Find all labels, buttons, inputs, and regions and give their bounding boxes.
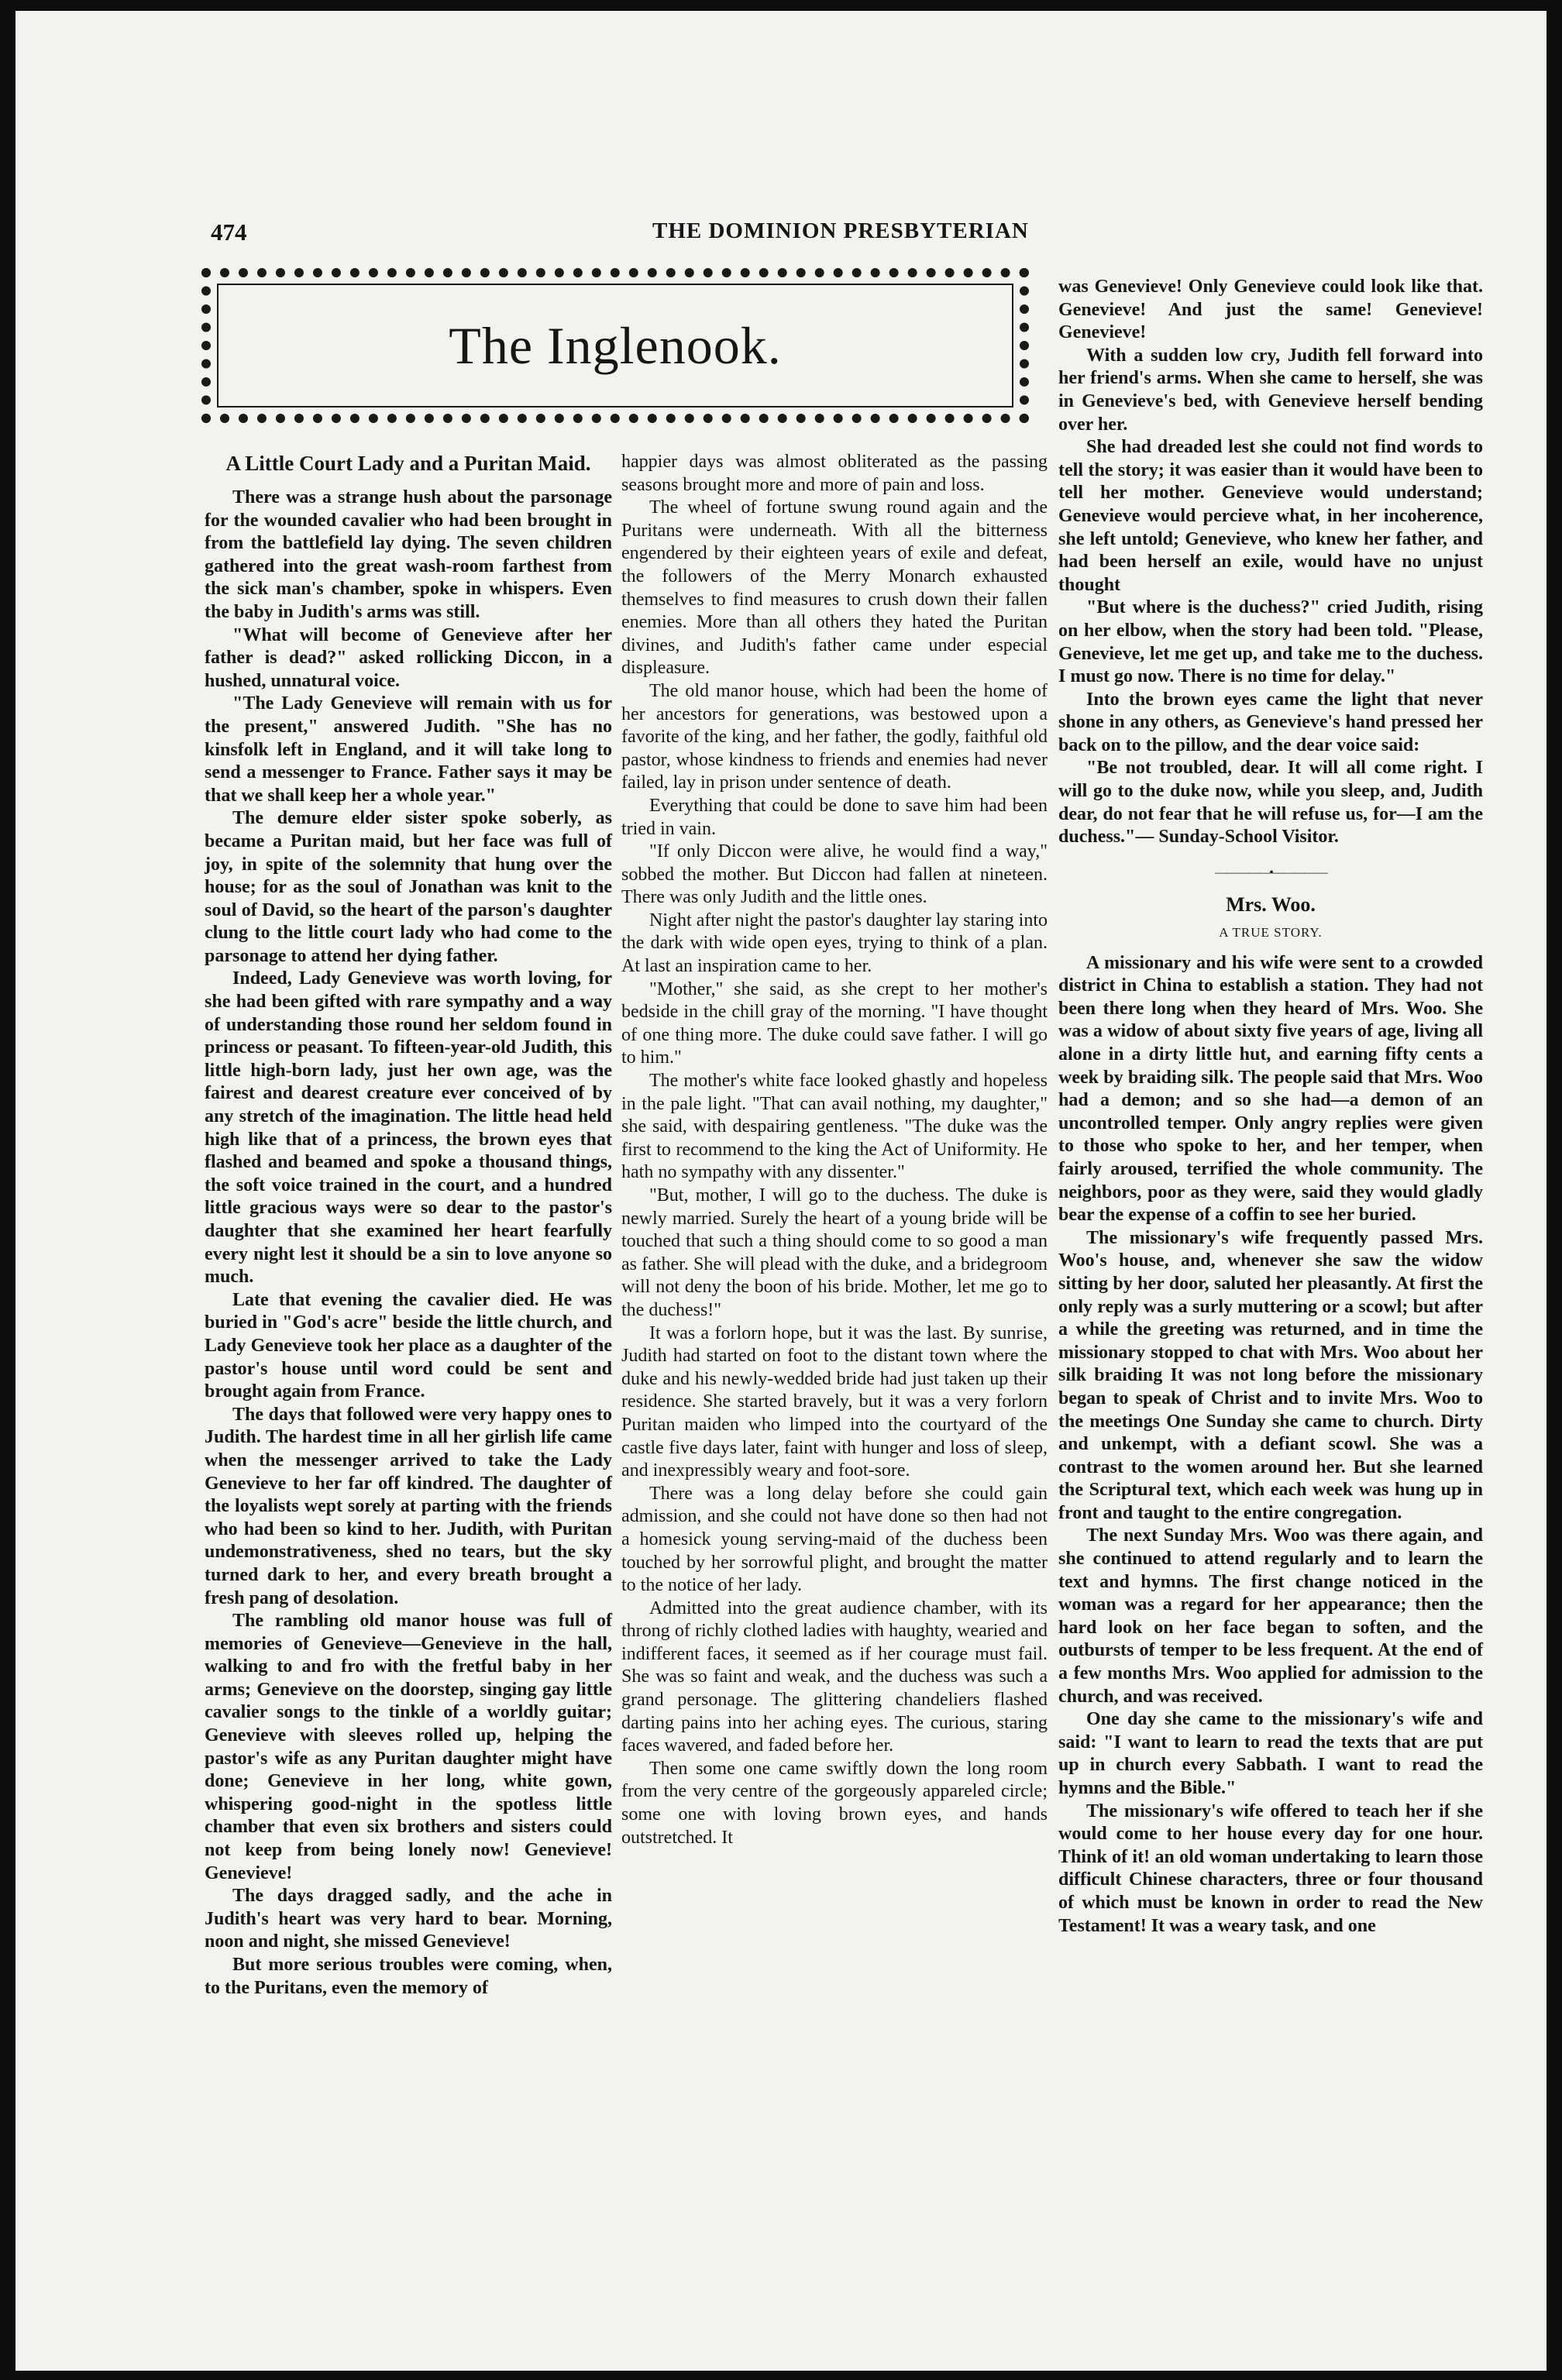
paragraph: It was a forlorn hope, but it was the last. By sunrise, Judith had started on foot to the distant town where the duke and his newly-wedded bride had just taken up their residence. She started bravely, but it was a very forlorn Puritan maiden who limped into the courtyard of the castle five days later, faint with hunger and loss of sleep, and inexpressibly weary and foot-sore. — [621, 1322, 1048, 1481]
paragraph: Late that evening the cavalier died. He was buried in "God's acre" beside the little church, and Lady Genevieve took her place as a daughter of the pastor's house until word could be sent and brought again from France. — [205, 1289, 612, 1402]
paragraph: "What will become of Genevieve after her father is dead?" asked rollicking Diccon, in a hushed, unnatural voice. — [205, 624, 612, 691]
paragraph: There was a strange hush about the parsonage for the wounded cavalier who had been brought in from the battlefield lay dying. The seven children gathered into the great wash-room farthest from the sick man's chamber, spoke in whispers. Even the baby in Judith's arms was still. — [205, 487, 612, 622]
paragraph: Admitted into the great audience chamber, with its throng of richly clothed ladies with haughty, wearied and indifferent faces, it seemed as if her courage must fail. She was so faint and weak, and the duchess was such a grand personage. The glittering chandeliers flashed darting pains into her aching eyes. The curious, staring faces wavered, and faded before her. — [621, 1598, 1048, 1756]
paragraph: "But, mother, I will go to the duchess. The duke is newly married. Surely the heart of a young bride will be touched that such a thing should come to so good a man as father. She will plead with the duke, and a bridegroom will not deny the boon of his bride. Mother, let me go to the duchess!" — [621, 1185, 1048, 1320]
paragraph: One day she came to the missionary's wife and said: "I want to learn to read the texts that are put up in church every Sabbath. I want to read the hymns and the Bible." — [1058, 1709, 1483, 1798]
paragraph: Then some one came swiftly down the long room from the very centre of the gorgeously appareled circle; some one with loving brown eyes, and hands outstretched. It — [621, 1758, 1048, 1848]
paragraph: Night after night the pastor's daughter lay staring into the dark with wide open eyes, trying to think of a plan. At last an inspiration came to her. — [621, 910, 1048, 977]
story-title: A Little Court Lady and a Puritan Maid. — [225, 452, 591, 475]
paragraph: "Be not troubled, dear. It will all come right. I will go to the duke now, while you sleep, and, Judith dear, do not fear that he will refuse us, for—I am the duchess."— Sunday-School Visitor. — [1058, 758, 1483, 848]
column-1-body — [205, 487, 612, 2000]
column-3 — [1058, 276, 1483, 1938]
paragraph: The missionary's wife offered to teach her if she would come to her house every day for one hour. Think of it! an old woman undertaking to learn those difficult Chinese characters, three or four thousand of which must be known in order to read the New Testament! It was a weary task, and one — [1058, 1800, 1483, 1936]
paragraph: Everything that could be done to save him had been tried in vain. — [621, 795, 1048, 839]
paragraph: Into the brown eyes came the light that never shone in any others, as Genevieve's hand pressed her back on to the pillow, and the dear voice said: — [1058, 689, 1483, 755]
paragraph: The wheel of fortune swung round again and the Puritans were underneath. With all the bitterness engendered by their eighteen years of exile and defeat, the followers of the Merry Monarch exhausted themselves to find measures to crush down their fallen enemies. More than all others they hated the Puritan divines, and Judith's father came under especial displeasure. — [621, 497, 1048, 679]
story2-body — [1058, 952, 1483, 1938]
paragraph: But more serious troubles were coming, when, to the Puritans, even the memory of — [205, 1955, 612, 1998]
story2-subtitle: A TRUE STORY. — [1219, 925, 1323, 941]
paragraph: With a sudden low cry, Judith fell forward into her friend's arms. When she came to herself, she was in Genevieve's bed, with Genevieve herself bending over her. — [1058, 345, 1483, 435]
paragraph: The next Sunday Mrs. Woo was there again, and she continued to attend regularly and to learn the text and hymns. The first change noticed in the woman was a regard for her appearance; then the hard look on her face began to soften, and the outbursts of temper to be less frequent. At the end of a few months Mrs. Woo applied for admission to the church, and was received. — [1058, 1525, 1483, 1707]
paragraph: The days dragged sadly, and the ache in Judith's heart was very hard to bear. Morning, noon and night, she missed Genevieve! — [205, 1886, 612, 1952]
column-3-body — [1058, 276, 1483, 849]
section-title: The Inglenook. — [449, 315, 782, 375]
paragraph: The missionary's wife frequently passed Mrs. Woo's house, and, whenever she saw the widow sitting by her door, saluted her pleasantly. At first the only reply was a surly muttering or a scowl; but after a while the greeting was returned, and in time the missionary stopped to chat with Mrs. Woo about her silk braiding It was not long before the missionary began to speak of Christ and to invite Mrs. Woo to the meetings One Sunday she came to church. Dirty and unkempt, with a defiant scowl. She was a contrast to the women around her. But she learned the Scriptural text, which each week was hung up in front and taught to the entire congregation. — [1058, 1227, 1483, 1523]
paragraph: She had dreaded lest she could not find words to tell the story; it was easier than it would have been to tell her mother. Genevieve would understand; Genevieve would percieve what, in her incoherence, she left untold; Genevieve, who knew her father, and had been herself an exile, would have no unjust thought — [1058, 437, 1483, 595]
paragraph: "But where is the duchess?" cried Judith, rising on her elbow, when the story had been told. "Please, Genevieve, let me get up, and take me to the duchess. I must go now. There is no time for delay." — [1058, 597, 1483, 687]
paragraph: A missionary and his wife were sent to a crowded district in China to establish a station. They had not been there long when they heard of Mrs. Woo. She was a widow of about sixty five years of age, living all alone in a dirty little hut, and earning fifty cents a week by braiding silk. The people said that Mrs. Woo had a demon; and so she had—a demon of an uncontrolled temper. Only angry replies were given to those who spoke to her, and her temper, when fairly aroused, terrified the whole community. The neighbors, poor as they were, said they would gladly bear the expense of a coffin to see her buried. — [1058, 952, 1483, 1226]
paragraph: "Mother," she said, as she crept to her mother's bedside in the chill gray of the morning. "I have thought of one thing more. The duke could save father. I will go to him." — [621, 978, 1048, 1068]
paragraph: "If only Diccon were alive, he would find a way," sobbed the mother. But Diccon had fallen at nineteen. There was only Judith and the little ones. — [621, 841, 1048, 908]
column-2 — [621, 451, 1048, 1849]
paragraph: The mother's white face looked ghastly and hopeless in the pale light. "That can avail nothing, my daughter," she said, with despairing gentleness. "The duke was the first to recommend to the king the Act of Uniformity. He hath no sympathy with any dissenter." — [621, 1071, 1048, 1183]
separator-rule: —————•————— — [1215, 865, 1326, 879]
paragraph: The rambling old manor house was full of memories of Genevieve—Genevieve in the hall, walking to and fro with the fretful baby in her arms; Genevieve on the doorstep, singing gay little cavalier songs to the tinkle of a worldly guitar; Genevieve with sleeves rolled up, helping the pastor's wife as any Puritan daughter might have done; Genevieve in her long, white gown, whispering good-night in the spotless little chamber that even six brothers and sisters could not keep from being lonely now! Genevieve! Genevieve! — [205, 1611, 612, 1883]
paragraph: The days that followed were very happy ones to Judith. The hardest time in all her girlish life came when the messenger arrived to take the Lady Genevieve to her far off kindred. The daughter of the loyalists wept sorely at parting with the friends who had been so kind to her. Judith, with Puritan undemonstrativeness, shed no tears, but the sky turned dark to her, and every breath brought a fresh pang of desolation. — [205, 1404, 612, 1608]
newspaper-page — [15, 11, 1547, 2371]
section-banner — [201, 268, 1029, 423]
paragraph: happier days was almost obliterated as the passing seasons brought more and more of pain and loss. — [621, 452, 1048, 495]
story2-title: Mrs. Woo. — [1226, 893, 1316, 917]
paragraph: The demure elder sister spoke soberly, as became a Puritan maid, but her face was full of joy, in spite of the solemnity that hung over the house; for as the soul of Jonathan was knit to the soul of David, so the heart of the parson's daughter clung to the little court lady who had come to the parsonage to attend her dying father. — [205, 808, 612, 966]
page-number: 474 — [211, 218, 247, 246]
column-2-body — [621, 451, 1048, 1849]
paragraph: There was a long delay before she could gain admission, and she could not have done so then had not a homesick young serving-maid of the duchess been touched by her sorrowful plight, and brought the matter to the notice of her lady. — [621, 1483, 1048, 1596]
paragraph: "The Lady Genevieve will remain with us for the present," answered Judith. "She has no kinsfolk left in England, and it will take long to send a messenger to France. Father says it may be that we shall keep her a whole year." — [205, 693, 612, 806]
running-header: THE DOMINION PRESBYTERIAN — [652, 218, 1029, 243]
paragraph: The old manor house, which had been the home of her ancestors for generations, was bestowed upon a favorite of the king, and her father, the godly, faithful old pastor, whose kindness to friends and enemies had never failed, lay in prison under sentence of death. — [621, 680, 1048, 793]
paragraph: Indeed, Lady Genevieve was worth loving, for she had been gifted with rare sympathy and a way of understanding those round her seldom found in princess or peasant. To fifteen-year-old Judith, this little high-born lady, just her own age, was the fairest and dearest creature ever conceived of by any stretch of the imagination. The little head held high like that of a princess, the brown eyes that flashed and beamed and spoke a thousand things, the soft voice trained in the court, and a hundred little gracious ways were so dear to the pastor's daughter that she examined her heart fearfully every night lest it should be a sin to love anyone so much. — [205, 968, 612, 1288]
column-1 — [205, 451, 612, 2000]
paragraph: was Genevieve! Only Genevieve could look like that. Genevieve! And just the same! Genevieve! Genevieve! — [1058, 277, 1483, 343]
